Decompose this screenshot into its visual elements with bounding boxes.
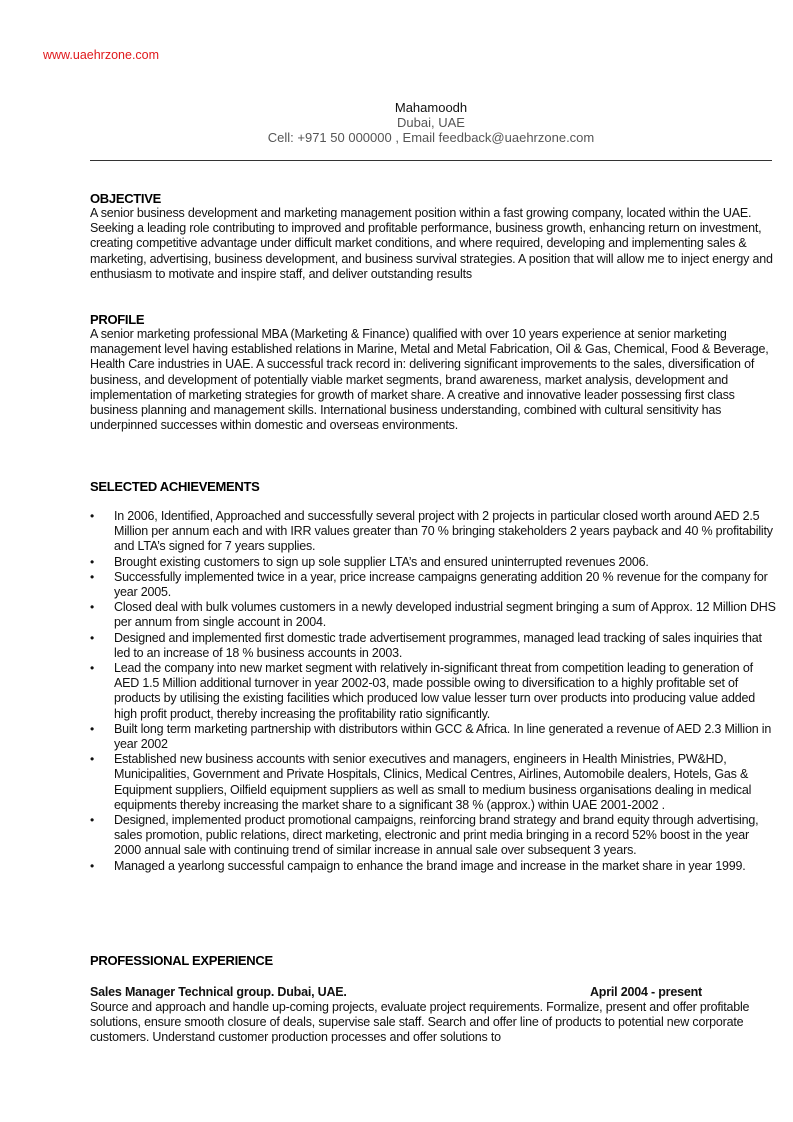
bullet-icon: •	[90, 509, 95, 523]
list-item	[90, 570, 778, 600]
candidate-location: Dubai, UAE	[397, 115, 465, 130]
job-header	[90, 985, 702, 1000]
list-item	[90, 752, 778, 813]
achievement-text: Managed a yearlong successful campaign to enhance the brand image and increase in the market share in year 1999.	[114, 858, 746, 873]
list-item	[90, 722, 778, 752]
profile-section	[90, 312, 778, 433]
achievement-text: Brought existing customers to sign up sole supplier LTA’s and ensured uninterrupted revenues 2006.	[114, 554, 649, 569]
job-title: Sales Manager Technical group. Dubai, UAE.	[90, 985, 347, 999]
list-item	[90, 600, 778, 630]
bullet-icon: •	[90, 661, 95, 676]
achievements-heading: SELECTED ACHIEVEMENTS	[90, 479, 260, 494]
bullet-icon: •	[90, 630, 95, 645]
experience-heading: PROFESSIONAL EXPERIENCE	[90, 953, 273, 968]
list-item	[90, 631, 778, 661]
bullet-icon: •	[90, 858, 95, 873]
bullet-icon: •	[90, 721, 95, 736]
job-period: April 2004 - present	[589, 985, 702, 999]
achievement-text: Built long term marketing partnership with distributors within GCC & Africa. In line generated a revenue of AED 2.3 Million in year 2002	[114, 721, 772, 752]
bullet-icon: •	[90, 600, 95, 615]
candidate-contact: Cell: +971 50 000000 , Email feedback@uaehrzone.com	[267, 130, 595, 145]
achievement-text: Lead the company into new market segment with relatively in-significant threat from competition leading to generation of AED 1.5 Million additional turnover in year 2002-03, made possible owing to diversification to a highly profitable set of products by utilising the existing facilities which produced low value lesser turn over products into producing value added high profit product, thereby increasing the profitability ratio significantly.	[114, 661, 756, 721]
achievement-text: Designed and implemented first domestic trade advertisement programmes, managed lead tracking of sales inquiries that led to an increase of 18 % business accounts in 2003.	[114, 630, 762, 660]
list-item	[90, 813, 778, 859]
achievements-list	[90, 509, 778, 874]
achievements-section	[90, 479, 778, 874]
header-divider	[90, 160, 772, 161]
list-item	[90, 859, 778, 874]
list-item	[90, 661, 778, 722]
profile-text: A senior marketing professional MBA (Marketing & Finance) qualified with over 10 years experience at senior marketing management level having established relations in Marine, Metal and Metal Fabrication, Oil & Gas, Chemical, Food & Beverage, Health Care industries in UAE. A successful track record in: delivering significant improvements to the sales, diversification of business, and development of potentially viable market segments, brand awareness, market analysis, development and implementation of marketing strategies for growth of market share. A creative and innovative leader possessing first class business planning and management skills. International business understanding, combined with cultural sensitivity has underpinned successes within domestic and overseas environments.	[90, 327, 769, 433]
site-link[interactable]: www.uaehrzone.com	[43, 48, 160, 62]
profile-heading: PROFILE	[90, 312, 145, 327]
resume-header	[90, 100, 772, 145]
bullet-icon: •	[90, 569, 95, 584]
candidate-name: Mahamoodh	[394, 100, 468, 115]
bullet-icon: •	[90, 813, 95, 828]
objective-text: A senior business development and marketing management position within a fast growing company, located within the UAE. Seeking a leading role contributing to improved and profitable performance, business growth, enhancing return on investment, creating competitive advantage under difficult market conditions, and where required, developing and implementing sales & marketing, advertising, business development, and business survival strategies. A position that will allow me to inject energy and enthusiasm to motivate and inspire staff, and deliver outstanding results	[90, 206, 773, 281]
achievement-text: Closed deal with bulk volumes customers in a newly developed industrial segment bringing a sum of Approx. 12 Million DHS per annum from single account in 2004.	[114, 600, 776, 630]
objective-section	[90, 191, 778, 282]
objective-heading: OBJECTIVE	[90, 191, 161, 206]
list-item	[90, 555, 778, 570]
list-item	[90, 509, 778, 555]
achievement-text: Designed, implemented product promotional campaigns, reinforcing brand strategy and brand equity through advertising, sales promotion, public relations, direct marketing, electronic and print media bringing in a record 52% boost in the year 2000 annual sale with continuing trend of similar increase in annual sale over subsequent 3 years.	[114, 813, 759, 858]
bullet-icon: •	[90, 554, 95, 569]
experience-section	[90, 953, 778, 1046]
job-description: Source and approach and handle up-coming projects, evaluate project requirements. Formalize, present and offer profitable solutions, ensure smooth closure of deals, supervise sale staff. Search and offer line of products to potential new corporate customers. Understand customer production processes and offer solutions to	[90, 1000, 750, 1045]
achievement-text: Established new business accounts with senior executives and managers, engineers in Health Ministries, PW&HD, Municipalities, Government and Private Hospitals, Clinics, Medical Centres, Airlines, Automobile dealers, Hotels, Gas & Equipment suppliers, Oilfield equipment suppliers as well as small to medium business organisations dealing in medical equipments thereby increasing the market share to a significant 38 % (approx.) within UAE 2001-2002 .	[114, 752, 752, 812]
bullet-icon: •	[90, 752, 95, 767]
achievement-text: In 2006, Identified, Approached and successfully several project with 2 projects in particular closed worth around AED 2.5 Million per annum each and with IRR values greater than 70 % bringing stakeholders 2 years payback and 40 % profitability and LTA’s signed for 7 years supplies.	[114, 509, 773, 554]
achievement-text: Successfully implemented twice in a year, price increase campaigns generating addition 20 % revenue for the company for year 2005.	[114, 569, 768, 600]
